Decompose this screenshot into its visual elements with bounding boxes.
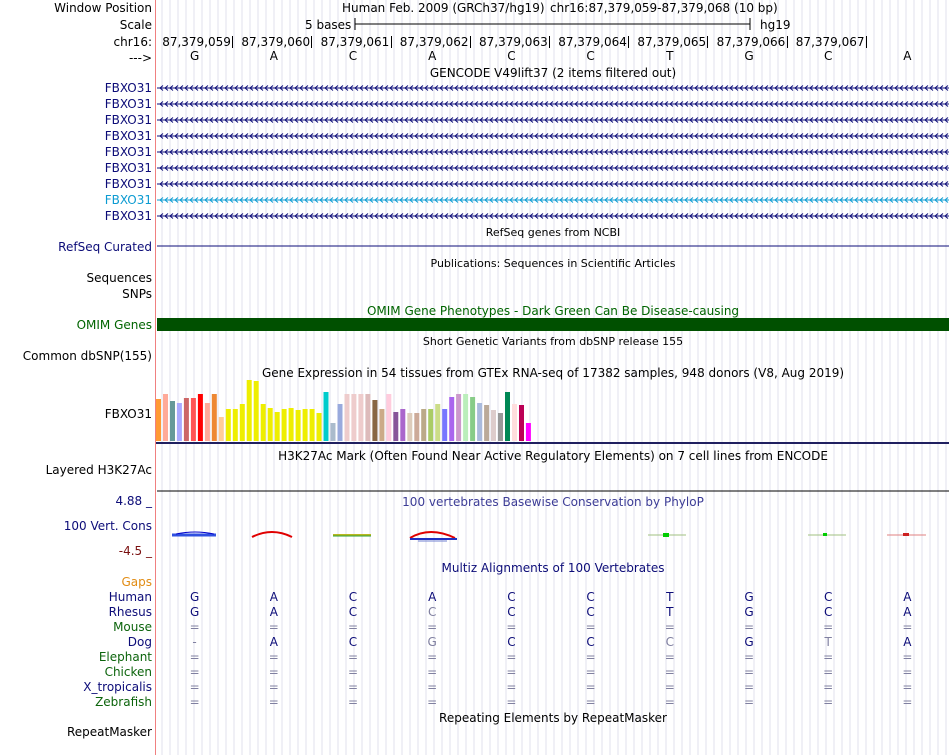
alignment-base: = [189, 665, 200, 679]
species-label[interactable]: Human [108, 590, 152, 604]
alignment-base: = [268, 650, 279, 664]
alignment-base: = [902, 665, 913, 679]
alignment-base: G [189, 605, 200, 619]
alignment-base: T [824, 635, 832, 649]
alignment-base: A [269, 635, 278, 649]
phylop-mark-7 [887, 533, 926, 536]
chrom-label: chr16: [113, 35, 152, 49]
alignment-base: G [744, 605, 754, 619]
alignment-base: C [823, 590, 833, 604]
alignment-base: = [664, 665, 675, 679]
alignment-base: = [664, 695, 675, 709]
coordinate-label: 87,379,063 [479, 35, 548, 49]
gencode-transcript-label[interactable]: FBXO31 [104, 193, 152, 207]
alignment-base: C [507, 635, 516, 649]
species-label[interactable]: Dog [127, 635, 152, 649]
gencode-transcript-label[interactable]: FBXO31 [104, 145, 152, 159]
alignment-base: C [586, 590, 595, 604]
gencode-transcript-label[interactable]: FBXO31 [104, 97, 152, 111]
alignment-base: = [427, 680, 438, 694]
coordinate-label: 87,379,060 [241, 35, 311, 49]
alignment-base: T [666, 590, 674, 604]
coordinate-label: 87,379,066 [716, 35, 786, 49]
dna-base: C [507, 49, 516, 63]
alignment-base: = [585, 620, 596, 634]
alignment-base: = [743, 680, 755, 694]
alignment-base: A [903, 635, 912, 649]
alignment-base: = [664, 680, 675, 694]
h3k27ac-track-title: H3K27Ac Mark (Often Found Near Active Regulatory Elements) on 7 cell lines from ENCODE [278, 449, 828, 463]
alignment-base: = [664, 650, 675, 664]
position-text: chr16:87,379,059-87,379,068 (10 bp) [550, 1, 778, 15]
dna-base: G [189, 49, 200, 63]
alignment-base: = [268, 620, 279, 634]
gtex-label[interactable]: FBXO31 [104, 407, 152, 421]
alignment-base: = [506, 620, 517, 634]
dna-base: A [269, 49, 278, 63]
alignment-base: C [586, 605, 595, 619]
alignment-base: C [823, 605, 833, 619]
alignment-base: C [427, 605, 437, 619]
coordinate-label: 87,379,061 [320, 35, 390, 49]
alignment-base: = [347, 695, 359, 709]
repeatmasker-track-title: Repeating Elements by RepeatMasker [439, 711, 667, 725]
alignment-base: = [347, 665, 359, 679]
phylop-mark-1 [172, 532, 216, 535]
alignment-base: = [743, 665, 755, 679]
gencode-transcript-label[interactable]: FBXO31 [104, 113, 152, 127]
alignment-base: = [189, 680, 200, 694]
alignment-base: = [743, 650, 755, 664]
phylop-mark-3 [333, 535, 371, 536]
alignment-base: = [902, 620, 913, 634]
assembly-text: Human Feb. 2009 (GRCh37/hg19) [342, 1, 545, 15]
gaps-label[interactable]: Gaps [121, 575, 152, 589]
phylop-label[interactable]: 100 Vert. Cons [63, 519, 152, 533]
phylop-min-label: -4.5 _ [118, 544, 152, 558]
alignment-base: C [348, 635, 358, 649]
species-label[interactable]: Elephant [98, 650, 152, 664]
alignment-base: = [347, 680, 359, 694]
dbsnp-track-title: Short Genetic Variants from dbSNP release 155 [422, 335, 684, 348]
phylop-mark-6 [808, 533, 846, 536]
alignment-base: G [189, 590, 200, 604]
scale-text: 5 bases [305, 18, 352, 32]
dna-base: A [428, 49, 437, 63]
scale-label: Scale [119, 18, 152, 32]
alignment-base: = [427, 620, 438, 634]
multiz-track-title: Multiz Alignments of 100 Vertebrates [441, 561, 665, 575]
alignment-base: A [269, 605, 278, 619]
dbsnp-label[interactable]: Common dbSNP(155) [22, 349, 152, 363]
coordinate-label: 87,379,064 [558, 35, 627, 49]
alignment-base: = [743, 620, 755, 634]
omim-track-title: OMIM Gene Phenotypes - Dark Green Can Be Disease-causing [366, 304, 740, 318]
dna-base: C [823, 49, 833, 63]
species-label[interactable]: Rhesus [108, 605, 152, 619]
gencode-transcript-label[interactable]: FBXO31 [104, 209, 152, 223]
alignment-base: C [586, 635, 595, 649]
omim-label[interactable]: OMIM Genes [76, 318, 152, 332]
coordinate-label: 87,379,059 [162, 35, 231, 49]
alignment-base: = [743, 695, 755, 709]
alignment-base: = [268, 665, 279, 679]
alignment-base: A [903, 590, 912, 604]
alignment-base: = [664, 620, 675, 634]
alignment-base: = [268, 680, 279, 694]
coordinate-label: 87,379,062 [399, 35, 469, 49]
alignment-base: G [427, 635, 437, 649]
strand-label: ---> [128, 51, 152, 65]
alignment-base: G [744, 590, 754, 604]
alignment-base: = [427, 695, 438, 709]
dna-base: T [666, 49, 674, 63]
alignment-base: C [348, 605, 358, 619]
species-label[interactable]: X_tropicalis [83, 680, 152, 694]
alignment-base: = [506, 680, 517, 694]
dna-base: C [586, 49, 595, 63]
sequences-label[interactable]: Sequences [86, 271, 152, 285]
h3k27ac-label[interactable]: Layered H3K27Ac [45, 463, 152, 477]
alignment-base: = [902, 650, 913, 664]
species-label[interactable]: Zebrafish [95, 695, 152, 709]
gencode-transcript-label[interactable]: FBXO31 [104, 161, 152, 175]
phylop-max-label: 4.88 _ [115, 494, 152, 508]
dna-base: C [348, 49, 358, 63]
alignment-base: A [428, 590, 437, 604]
alignment-base: = [823, 680, 834, 694]
alignment-base: = [189, 620, 200, 634]
alignment-base: = [823, 620, 834, 634]
phylop-mark-5 [648, 533, 686, 537]
db-text: hg19 [760, 18, 791, 32]
alignment-base: = [268, 695, 279, 709]
alignment-base: = [506, 665, 517, 679]
coordinate-label: 87,379,065 [637, 35, 707, 49]
dna-base: A [903, 49, 912, 63]
alignment-base: = [823, 695, 834, 709]
species-label[interactable]: Mouse [113, 620, 152, 634]
alignment-base: = [585, 695, 596, 709]
alignment-base: = [347, 620, 359, 634]
gencode-track-title: GENCODE V49lift37 (2 items filtered out) [429, 66, 677, 80]
phylop-mark-4 [410, 532, 457, 541]
alignment-base: C [507, 605, 516, 619]
alignment-base: = [347, 650, 359, 664]
species-label[interactable]: Chicken [104, 665, 152, 679]
dna-base: G [744, 49, 754, 63]
phylop-track-title: 100 vertebrates Basewise Conservation by PhyloP [402, 495, 704, 509]
alignment-base: = [585, 665, 596, 679]
alignment-base: = [427, 650, 438, 664]
alignment-base: A [903, 605, 912, 619]
alignment-base: = [823, 650, 834, 664]
snps-label[interactable]: SNPs [122, 287, 152, 301]
alignment-base: = [902, 695, 913, 709]
alignment-base: = [427, 665, 438, 679]
alignment-base: = [506, 695, 517, 709]
alignment-base: = [506, 650, 517, 664]
coordinate-label: 87,379,067 [795, 35, 865, 49]
gencode-transcript-label[interactable]: FBXO31 [104, 129, 152, 143]
alignment-base: - [192, 635, 197, 649]
publications-track-title: Publications: Sequences in Scientific Articles [430, 257, 676, 270]
refseq-label[interactable]: RefSeq Curated [58, 240, 152, 254]
alignment-base: = [585, 680, 596, 694]
alignment-base: = [902, 680, 913, 694]
alignment-base: = [189, 695, 200, 709]
alignment-base: C [507, 590, 516, 604]
gtex-track-title: Gene Expression in 54 tissues from GTEx RNA-seq of 17382 samples, 948 donors (V8, Aug 2019) [261, 366, 845, 380]
alignment-base: C [348, 590, 358, 604]
alignment-base: C [665, 635, 674, 649]
alignment-base: = [585, 650, 596, 664]
window-position-label: Window Position [54, 1, 152, 15]
gencode-transcript-label[interactable]: FBXO31 [104, 177, 152, 191]
refseq-track-title: RefSeq genes from NCBI [485, 226, 621, 239]
gencode-transcript-label[interactable]: FBXO31 [104, 81, 152, 95]
phylop-mark-2 [252, 532, 292, 537]
alignment-base: T [666, 605, 674, 619]
alignment-base: = [823, 665, 834, 679]
repeatmasker-label[interactable]: RepeatMasker [66, 725, 152, 739]
alignment-base: G [744, 635, 754, 649]
alignment-base: = [189, 650, 200, 664]
alignment-base: A [269, 590, 278, 604]
